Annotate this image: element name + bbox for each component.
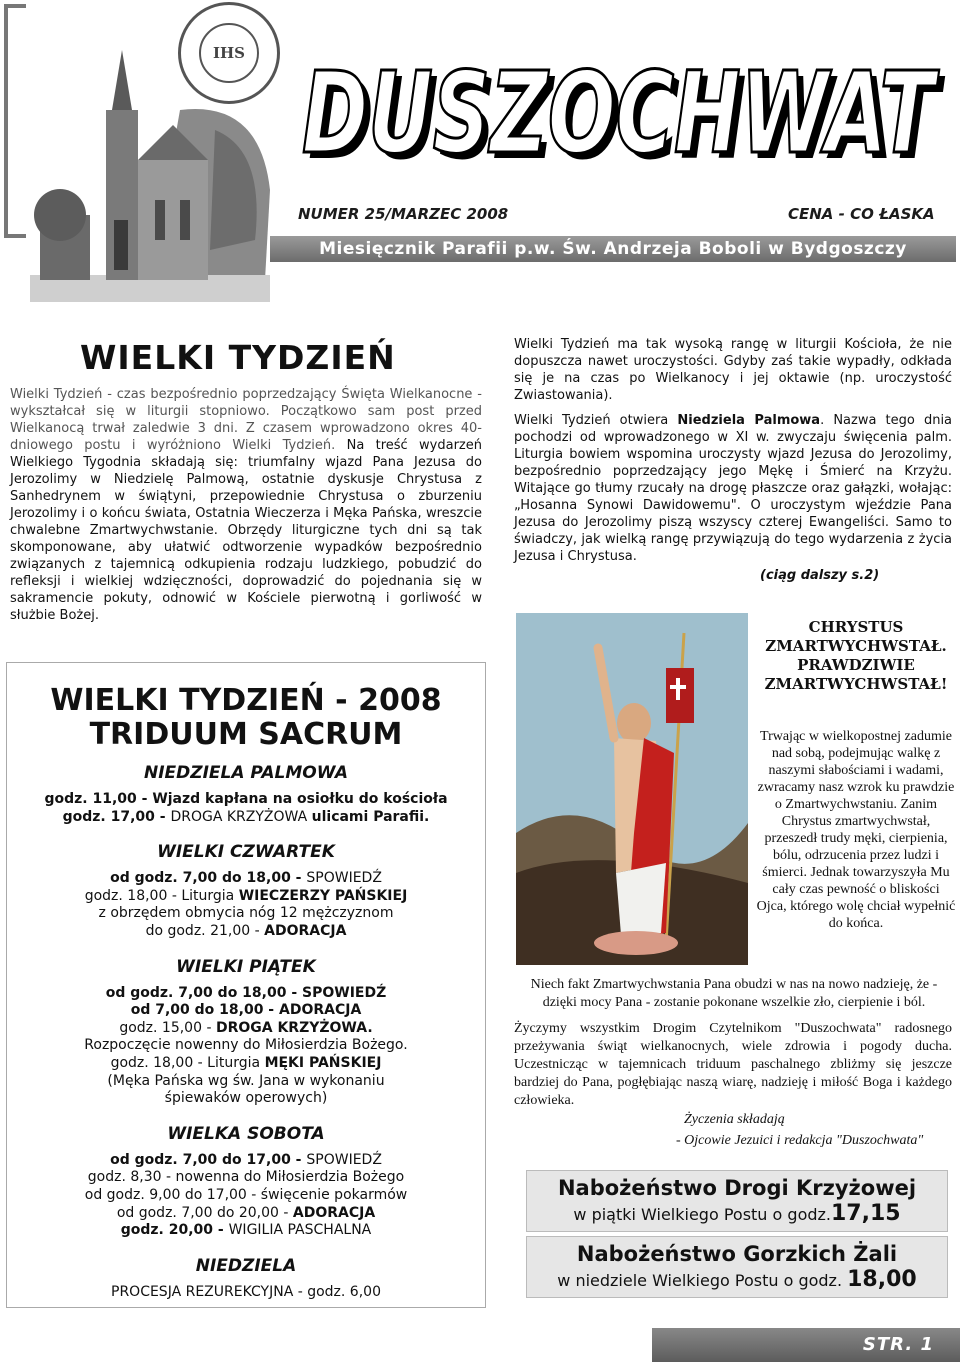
easter-body: Trwając w wielkopostnej zadumie nad sobą, podejmując walkę z naszymi słabościami i wadami, zwracamy nasz wzrok ku prawdzie o Zmartwychwstaniu. Zanim Chrystus zmartwychwstał, przeszedł trudy męki, cierpienia, bólu, odrzucenia przez ludzi i śmierci. Jednak towarzyszyła Mu cały czas pewność o bliskości Ojca, którego wolę chciał wypełnić do końca. xyxy=(756,729,956,931)
schedule-line-segment: godz. 8,30 - nowenna do Miłosierdzia Bożego xyxy=(87,1169,405,1186)
schedule-line-segment: od godz. 7,00 do 18,00 - SPOWIEDŹ xyxy=(105,984,387,1001)
schedule-line-segment: godz. 18,00 - Liturgia xyxy=(110,1055,265,1071)
schedule-line-segment: WIECZERZY PAŃSKIEJ xyxy=(238,887,408,904)
easter-heading-line: CHRYSTUS xyxy=(808,618,904,636)
issue-number: NUMER 25/MARZEC 2008 xyxy=(298,205,509,223)
schedule-line xyxy=(7,1073,485,1090)
schedule-line xyxy=(7,1284,485,1301)
schedule-line-segment: z obrzędem obmycia nóg 12 mężczyznom xyxy=(98,905,394,922)
schedule-line-segment: MĘKI PAŃSKIEJ xyxy=(264,1055,382,1071)
schedule-line xyxy=(7,1002,485,1019)
schedule-line xyxy=(7,1055,485,1072)
schedule-line-segment: godz. 15,00 - xyxy=(119,1019,216,1036)
schedule-line-segment: do godz. 21,00 - xyxy=(145,923,265,939)
schedule-line-segment: ADORACJA xyxy=(264,923,347,939)
schedule-line xyxy=(7,791,485,808)
easter-heading-line: PRAWDZIWIE xyxy=(797,656,915,674)
schedule-day-heading: WIELKA SOBOTA xyxy=(167,1123,325,1144)
schedule-box xyxy=(6,662,486,1308)
notice-time: 18,00 xyxy=(847,1267,917,1292)
easter-heading xyxy=(756,618,956,694)
issue-price: CENA - CO ŁASKA xyxy=(788,205,935,223)
schedule-line-segment: godz. 17,00 - xyxy=(62,808,171,825)
schedule-line xyxy=(7,1090,485,1107)
notice-text xyxy=(527,1201,947,1226)
right-p2-b: Niedziela Palmowa xyxy=(677,413,821,428)
title-shadow: DUSZOCHWAT xyxy=(308,55,946,170)
notice-gorzkie-zale xyxy=(526,1236,948,1298)
schedule-line xyxy=(7,1152,485,1169)
easter-heading-line: ZMARTWYCHWSTAŁ. xyxy=(765,637,947,655)
subtitle-text: Miesięcznik Parafii p.w. Św. Andrzeja Boboli w Bydgoszczy xyxy=(319,239,907,259)
notice-text xyxy=(527,1267,947,1292)
schedule-line-segment: ADORACJA xyxy=(292,1204,376,1221)
schedule-line-segment: od 7,00 do 18,00 - ADORACJA xyxy=(130,1002,362,1019)
schedule-line-segment: ulicami Parafii. xyxy=(311,808,430,825)
schedule-day-heading: NIEDZIELA PALMOWA xyxy=(143,763,348,783)
ihs-monogram: IHS xyxy=(199,23,259,83)
schedule-day-heading: WIELKI CZWARTEK xyxy=(157,842,335,863)
article-heading: WIELKI TYDZIEŃ xyxy=(80,338,396,377)
schedule-line-segment: godz. 20,00 - xyxy=(120,1222,229,1239)
schedule-line xyxy=(7,1222,485,1239)
continued-note: (ciąg dalszy s.2) xyxy=(760,568,880,583)
schedule-line-segment: DROGA KRZYŻOWA xyxy=(170,808,312,825)
schedule-line xyxy=(7,888,485,905)
schedule-line-segment: DROGA KRZYŻOWA. xyxy=(215,1019,373,1036)
schedule-line xyxy=(7,1037,485,1054)
title-text: DUSZOCHWAT xyxy=(302,50,940,170)
right-paragraph-1: Wielki Tydzień ma tak wysoką rangę w liturgii Kościoła, że nie dopuszcza nawet uroczystości. Gdyby zaś takie wypadły, odkłada się je na czas po Wielkanocy i jej oktawie (np. uroczystość Zwiastowania). xyxy=(514,337,952,403)
schedule-line xyxy=(7,1187,485,1204)
schedule-line-segment: PROCESJA REZUREKCYJNA - godz. 6,00 xyxy=(111,1283,381,1300)
intro-text: Na treść wydarzeń Wielkiego Tygodnia składają się: triumfalny wjazd Pana Jezusa do Jerozolimy w Niedzielę Palmową, ostatnie dyskusje Chrystusa z Sanhedrynem w świątyni, przepowiednie Chrystusa o zburzeniu Jerozolimy i o końcu świata, Ostatnia Wieczerza i Męka Pańska, wreszcie chwalebne Zmartwychwstanie. Obrzędy liturgiczne tych dni są tak skomponowane, aby ułatwić odtworzenie wypadków bezpośrednio związanych z tajemnicą odkupienia rodzaju ludzkiego, pobudzić do refleksji i wielkiej wdzięczności, doprowadzić do pojednania się w sakramencie pokuty, odnowić w Kościele pierwotną i gorliwość w służbie Bożej. xyxy=(10,438,482,623)
parish-seal xyxy=(178,2,280,104)
masthead-title xyxy=(300,50,950,170)
easter-wishes: Życzymy wszystkim Drogim Czytelnikom "Duszochwata" radosnego przeżywania świąt wielkanocnych, wiele zdrowia i pogody ducha. Uczestnicząc w tajemnicach triduum paschalnego zbliżmy się jeszcze bardziej do Pana, pogłębiając naszą wiarę, nadzieję i miłość Boga i każdego człowieka. xyxy=(514,1021,952,1108)
signature-line-1: Życzenia składają xyxy=(684,1112,785,1127)
article-right-text xyxy=(514,336,952,573)
right-p2-c: . Nazwa tego dnia pochodzi od wprowadzonego w XI w. zwyczaju święcenia palm. Liturgia bowiem wspomina uroczysty wjazd Jezusa do Jerozolimy, bezpośrednio poprzedzający jego Mękę i Śmierć na Krzyżu. Witające go tłumy rzucały na drogę płaszcze oraz gałązki, wołając: „Hosanna Synowi Dawidowemu". O uroczystym wjeździe Pana Jezusa do Jerozolimy piszą wszyscy czterej Ewangeliści. Samo to świadczy, jak wielką rangę przywiązują do tego wydarzenia z życia Jezusa i Chrystusa. xyxy=(514,413,953,564)
schedule-line xyxy=(7,809,485,826)
masthead-bracket xyxy=(4,4,26,238)
notice-time: 17,15 xyxy=(831,1201,901,1226)
schedule-day-heading: NIEDZIELA xyxy=(195,1255,297,1276)
easter-closing: Niech fakt Zmartwychwstania Pana obudzi w nas na nowo nadzieję, że - dzięki mocy Pana - zostanie pokonane wszelkie zło, cierpienie i ból. xyxy=(530,977,938,1010)
schedule-line-segment: SPOWIEDŹ xyxy=(306,1151,382,1168)
intro-gray-text: Wielki Tydzień - czas bezpośrednio poprzedzający Święta Wielkanocne - wykształcał się w liturgii stopniowo. Początkowo sam post przed Wielkanocą trwał zaledwie 3 dni. Z czasem wprowadzono okres 40-dniowego postu i wyróżniono Wielki Tydzień. xyxy=(10,387,482,453)
notice-stations-of-cross xyxy=(526,1170,948,1232)
schedule-line-segment: od godz. 7,00 do 18,00 - xyxy=(110,870,307,887)
subtitle-banner xyxy=(270,236,956,262)
schedule-day-heading: WIELKI PIĄTEK xyxy=(176,956,316,977)
article-intro xyxy=(10,386,482,624)
risen-christ-photo xyxy=(516,613,748,965)
schedule-line-segment: SPOWIEDŹ xyxy=(306,870,382,887)
signature-line-2: - Ojcowie Jezuici i redakcja "Duszochwata" xyxy=(676,1133,924,1148)
schedule-title-2: TRIDUUM SACRUM xyxy=(89,717,403,752)
schedule-line xyxy=(7,905,485,922)
schedule-line xyxy=(7,1205,485,1222)
page-number: STR. 1 xyxy=(862,1334,934,1355)
easter-heading-line: ZMARTWYCHWSTAŁ! xyxy=(764,675,948,693)
notice-text-main: w niedziele Wielkiego Postu o godz. xyxy=(557,1271,848,1290)
schedule-line xyxy=(7,985,485,1002)
schedule-line xyxy=(7,870,485,887)
schedule-line-segment: od godz. 7,00 do 17,00 - xyxy=(110,1151,307,1168)
schedule-line xyxy=(7,1020,485,1037)
schedule-line-segment: (Męka Pańska wg św. Jana w wykonaniu xyxy=(107,1072,385,1089)
schedule-line-segment: od godz. 9,00 do 17,00 - święcenie pokarmów xyxy=(84,1187,408,1203)
notice-text-main: w piątki Wielkiego Postu o godz. xyxy=(573,1205,831,1224)
schedule-line-segment: godz. 18,00 - Liturgia xyxy=(84,887,239,904)
notice-title: Nabożeństwo Drogi Krzyżowej xyxy=(557,1176,917,1200)
right-paragraph-2 xyxy=(514,412,952,565)
schedule-line-segment: godz. 11,00 - Wjazd kapłana na osiołku do kościoła xyxy=(44,791,448,807)
schedule-line xyxy=(7,923,485,940)
schedule-line xyxy=(7,1169,485,1186)
schedule-line-segment: Rozpoczęcie nowenny do Miłosierdzia Bożego. xyxy=(84,1037,408,1054)
schedule-title-1: WIELKI TYDZIEŃ - 2008 xyxy=(50,683,442,718)
schedule-line-segment: WIGILIA PASCHALNA xyxy=(228,1222,372,1239)
schedule-line-segment: śpiewaków operowych) xyxy=(164,1090,328,1107)
page-footer xyxy=(652,1328,960,1362)
schedule-line-segment: od godz. 7,00 do 20,00 - xyxy=(116,1204,293,1221)
notice-title: Nabożeństwo Gorzkich Żali xyxy=(576,1242,898,1266)
right-p2-a: Wielki Tydzień otwiera xyxy=(514,413,678,428)
